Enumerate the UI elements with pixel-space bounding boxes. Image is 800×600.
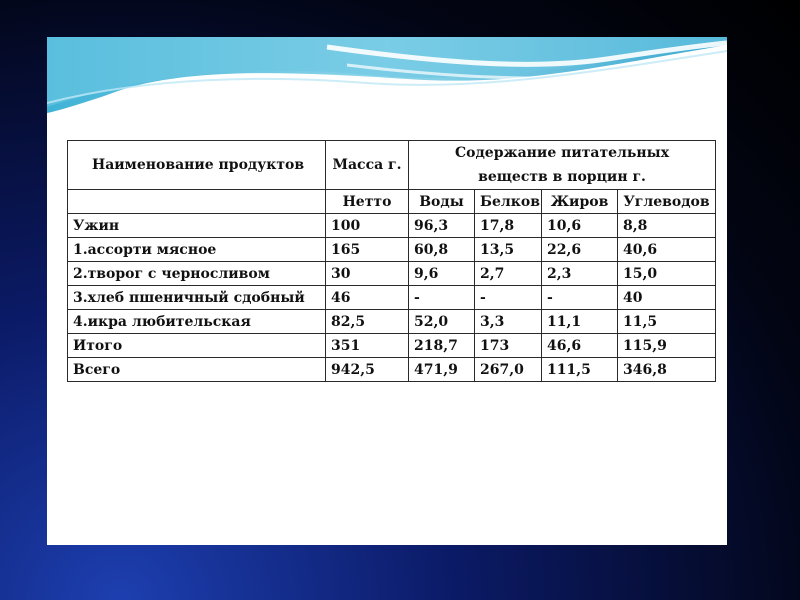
header-content-line1: Содержание питательных [454,145,670,161]
header-water: Воды [409,190,475,214]
cell-carbs: 40,6 [618,238,716,262]
cell-fat: 111,5 [542,358,618,382]
cell-protein: - [475,286,542,310]
cell-protein: 2,7 [475,262,542,286]
cell-mass: 165 [326,238,409,262]
cell-fat: 2,3 [542,262,618,286]
cell-name: 2.творог с черносливом [68,262,326,286]
cell-fat: 22,6 [542,238,618,262]
cell-water: - [409,286,475,310]
cell-carbs: 115,9 [618,334,716,358]
cell-water: 218,7 [409,334,475,358]
header-carbs: Углеводов [618,190,716,214]
table-row [68,286,716,310]
cell-water: 96,3 [409,214,475,238]
cell-protein: 13,5 [475,238,542,262]
slide [47,37,727,545]
cell-protein: 267,0 [475,358,542,382]
header-product-name: Наименование продуктов [68,141,326,190]
cell-protein: 173 [475,334,542,358]
header-protein: Белков [475,190,542,214]
cell-fat: - [542,286,618,310]
header-fat: Жиров [542,190,618,214]
cell-water: 9,6 [409,262,475,286]
cell-mass: 82,5 [326,310,409,334]
table-row [68,238,716,262]
cell-protein: 17,8 [475,214,542,238]
cell-water: 471,9 [409,358,475,382]
cell-fat: 10,6 [542,214,618,238]
nutrition-table [67,140,716,382]
cell-water: 52,0 [409,310,475,334]
cell-carbs: 40 [618,286,716,310]
table-row [68,262,716,286]
cell-mass: 30 [326,262,409,286]
cell-mass: 351 [326,334,409,358]
cell-fat: 46,6 [542,334,618,358]
header-net: Нетто [326,190,409,214]
cell-mass: 46 [326,286,409,310]
cell-name: Всего [68,358,326,382]
cell-mass: 942,5 [326,358,409,382]
cell-carbs: 346,8 [618,358,716,382]
table-row [68,310,716,334]
cell-carbs: 15,0 [618,262,716,286]
cell-carbs: 8,8 [618,214,716,238]
header-content [409,141,716,190]
cell-name: 1.ассорти мясное [68,238,326,262]
header-empty-cell [68,190,326,214]
header-mass: Масса г. [326,141,409,190]
table-subheader-row [68,190,716,214]
header-content-line2: веществ в порцин г. [478,169,646,185]
table-row [68,334,716,358]
table-row [68,358,716,382]
wave-decoration [47,37,727,117]
cell-fat: 11,1 [542,310,618,334]
cell-carbs: 11,5 [618,310,716,334]
cell-mass: 100 [326,214,409,238]
cell-name: 3.хлеб пшеничный сдобный [68,286,326,310]
cell-name: Итого [68,334,326,358]
table-row [68,214,716,238]
cell-protein: 3,3 [475,310,542,334]
cell-water: 60,8 [409,238,475,262]
table-header-row [68,141,716,190]
cell-name: Ужин [68,214,326,238]
cell-name: 4.икра любительская [68,310,326,334]
